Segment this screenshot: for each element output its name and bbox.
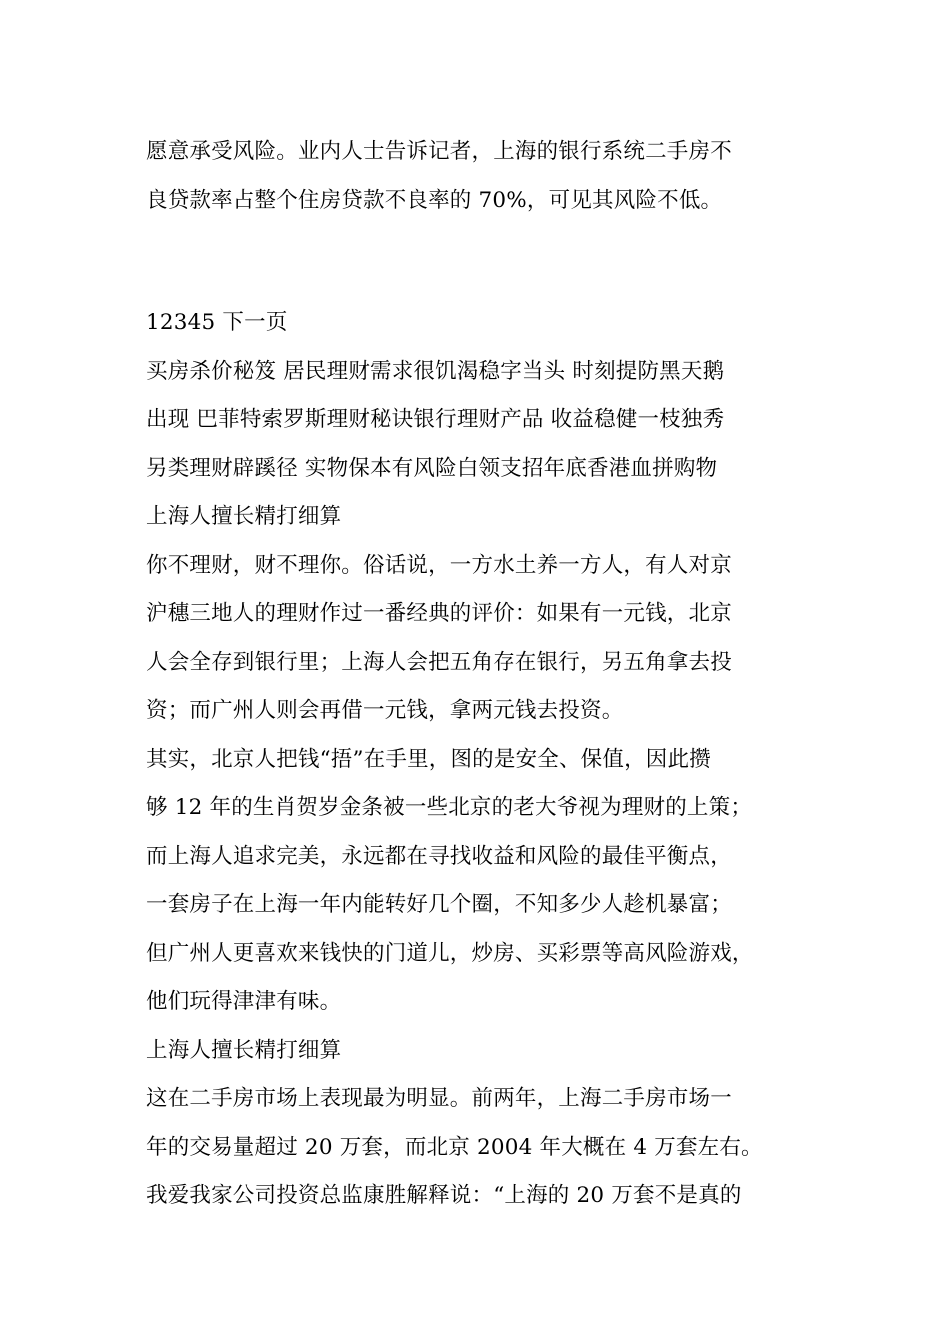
paragraph-line: 而上海人追求完美，永远都在寻找收益和风险的最佳平衡点， xyxy=(146,843,732,869)
paragraph-line: 人会全存到银行里；上海人会把五角存在银行，另五角拿去投 xyxy=(146,649,732,675)
intro-line: 良贷款率占整个住房贷款不良率的 70%，可见其风险不低。 xyxy=(146,187,723,213)
section-heading: 上海人擅长精打细算 xyxy=(146,1037,342,1063)
paragraph-line: 但广州人更喜欢来钱快的门道儿，炒房、买彩票等高风险游戏， xyxy=(146,940,754,966)
paragraph-line: 他们玩得津津有味。 xyxy=(146,989,342,1014)
paragraph-line: 其实，北京人把钱“捂”在手里，图的是安全、保值，因此攒 xyxy=(146,746,711,772)
paragraph-line: 你不理财，财不理你。俗话说，一方水土养一方人，有人对京 xyxy=(146,552,732,578)
paragraph-line: 我爱我家公司投资总监康胜解释说：“上海的 20 万套不是真的 xyxy=(146,1183,742,1208)
paragraph-gap xyxy=(146,225,806,299)
paragraph-line: 沪穗三地人的理财作过一番经典的评价：如果有一元钱，北京 xyxy=(146,601,732,626)
intro-line: 愿意承受风险。业内人士告诉记者，上海的银行系统二手房不 xyxy=(146,139,732,164)
paragraph-line: 够 12 年的生肖贺岁金条被一些北京的老大爷视为理财的上策； xyxy=(146,795,753,820)
pagination-links[interactable]: 12345 下一页 xyxy=(146,310,288,335)
related-links-line[interactable]: 出现 巴菲特索罗斯理财秘诀银行理财产品 收益稳健一枝独秀 xyxy=(146,407,725,432)
related-links-line[interactable]: 另类理财辟蹊径 实物保本有风险白领支招年底香港血拼购物 xyxy=(146,455,718,481)
paragraph-line: 一套房子在上海一年内能转好几个圈，不知多少人趁机暴富； xyxy=(146,892,732,917)
related-links-line[interactable]: 买房杀价秘笈 居民理财需求很饥渴稳字当头 时刻提防黑天鹅 xyxy=(146,358,725,384)
document-body xyxy=(146,128,806,1221)
paragraph-line: 这在二手房市场上表现最为明显。前两年，上海二手房市场一 xyxy=(146,1086,732,1111)
section-heading: 上海人擅长精打细算 xyxy=(146,504,342,529)
paragraph-line: 资；而广州人则会再借一元钱，拿两元钱去投资。 xyxy=(146,698,624,723)
paragraph-line: 年的交易量超过 20 万套，而北京 2004 年大概在 4 万套左右。 xyxy=(146,1134,763,1160)
